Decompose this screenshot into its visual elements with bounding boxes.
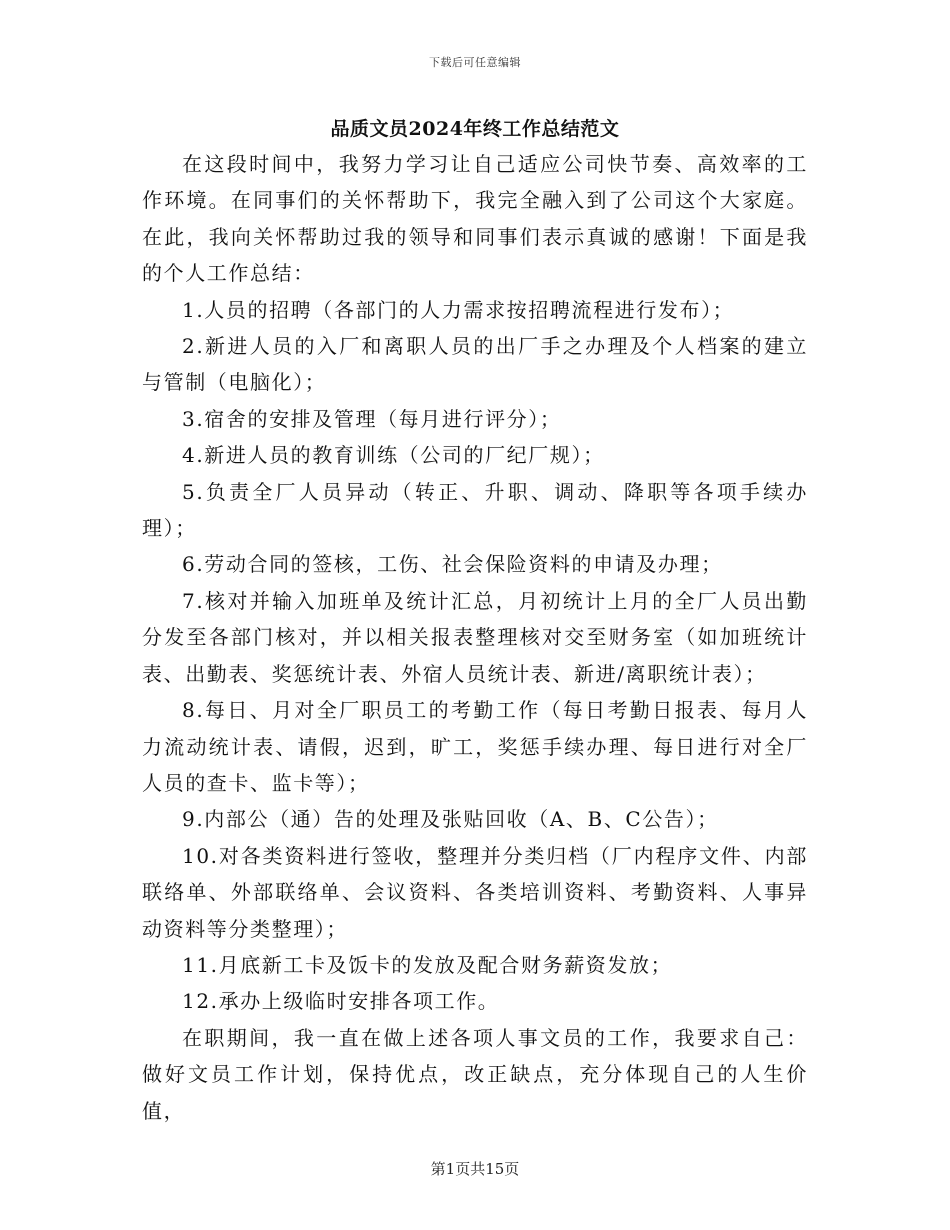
list-item-11: 11.月底新工卡及饭卡的发放及配合财务薪资发放； [182, 952, 673, 977]
document-title: 品质文员2024年终工作总结范文 [330, 118, 620, 140]
intro-paragraph: 在这段时间中，我努力学习让自己适应公司快节奏、高效率的工作环境。在同事们的关怀帮助下，我完全融入到了公司这个大家庭。在此，我向关怀帮助过我的领导和同事们表示真诚的感谢！下面是我的个人工作总结： [142, 152, 808, 286]
list-item-3: 3.宿舍的安排及管理（每月进行评分）； [182, 406, 562, 431]
list-item-10: 10.对各类资料进行签收，整理并分类归档（厂内程序文件、内部联络单、外部联络单、会议资料、各类培训资料、考勤资料、人事异动资料等分类整理）； [142, 843, 808, 941]
list-item-6: 6.劳动合同的签核，工伤、社会保险资料的申请及办理； [182, 552, 723, 577]
list-item-9: 9.内部公（通）告的处理及张贴回收（A、B、C公告）； [182, 807, 719, 832]
list-item-7: 7.核对并输入加班单及统计汇总，月初统计上月的全厂人员出勤分发至各部门核对，并以相关报表整理核对交至财务室（如加班统计表、出勤表、奖惩统计表、外宿人员统计表、新进/离职统计表）； [142, 588, 808, 686]
list-item-8: 8.每日、月对全厂职员工的考勤工作（每日考勤日报表、每月人力流动统计表、请假，迟到，旷工，奖惩手续办理、每日进行对全厂人员的查卡、监卡等）； [142, 698, 808, 795]
list-item-5: 5.负责全厂人员异动（转正、升职、调动、降职等各项手续办理）； [142, 479, 808, 541]
list-item-1: 1.人员的招聘（各部门的人力需求按招聘流程进行发布）； [182, 297, 735, 322]
list-item-12: 12.承办上级临时安排各项工作。 [182, 989, 500, 1014]
header-note: 下载后可任意编辑 [429, 56, 521, 69]
list-item-4: 4.新进人员的教育训练（公司的厂纪厂规）； [182, 443, 605, 468]
document-body [142, 146, 808, 1129]
page-number: 第1页共15页 [430, 1160, 520, 1178]
closing-paragraph: 在职期间，我一直在做上述各项人事文员的工作，我要求自己：做好文员工作计划，保持优点，改正缺点，充分体现自己的人生价值， [142, 1025, 808, 1123]
list-item-2: 2.新进人员的入厂和离职人员的出厂手之办理及个人档案的建立与管制（电脑化）； [142, 334, 808, 395]
